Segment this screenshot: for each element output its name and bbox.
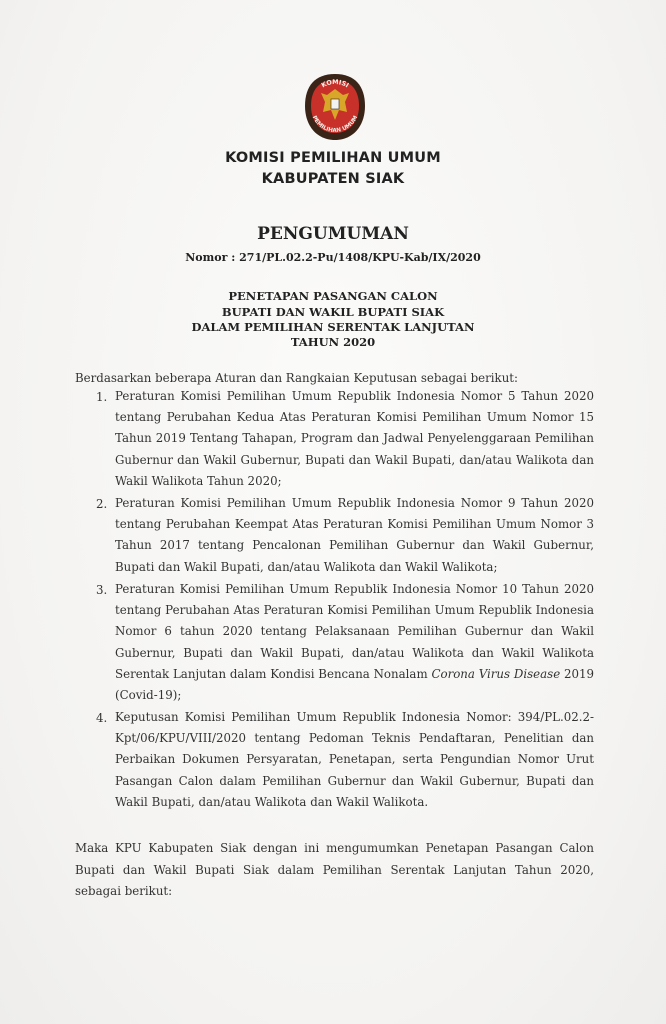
closing-text: Maka KPU Kabupaten Siak dengan ini mengumumkan Penetapan Pasangan Calon Bupati dan Wakil Bupati Siak dalam Pemilihan Serentak Lanjutan Tahun 2020, sebagai berikut: [75, 841, 594, 898]
heading-line: TAHUN 2020 [290, 335, 376, 349]
list-item-text [115, 579, 594, 706]
logo-ring-bottom-text: PEMILIHAN UMUM [310, 114, 360, 135]
list-item-text: Keputusan Komisi Pemilihan Umum Republik Indonesia Nomor: 394/PL.02.2-Kpt/06/KPU/VIII/2020 tentang Pedoman Teknis Pendaftaran, Penelitian dan Perbaikan Dokumen Persyaratan, Penetapan, serta Pengundian Nomor Urut Pasangan Calon dalam Pemilihan Gubernur dan Wakil Gubernur, Bupati dan Wakil Bupati, dan/atau Walikota dan Wakil Walikota. [115, 710, 594, 809]
list-item-text-italic: Corona Virus Disease [431, 666, 561, 681]
org-name: KOMISI PEMILIHAN UMUM [225, 150, 441, 166]
list-item-number: 1. [96, 390, 108, 404]
list-item-text: Peraturan Komisi Pemilihan Umum Republik Indonesia Nomor 9 Tahun 2020 tentang Perubahan Keempat Atas Peraturan Komisi Pemilihan Umum Nomor 3 Tahun 2017 tentang Pencalonan Pemilihan Gubernur dan Wakil Gubernur, Bupati dan Wakil Bupati, dan/atau Walikota dan Wakil Walikota; [115, 496, 594, 574]
org-region: KABUPATEN SIAK [261, 171, 405, 187]
list-item-number: 2. [96, 497, 108, 511]
announcement-number: Nomor : 271/PL.02.2-Pu/1408/KPU-Kab/IX/2020 [185, 251, 481, 264]
list-item-text-part: Peraturan Komisi Pemilihan Umum Republik Indonesia Nomor 10 Tahun 2020 tentang Perubahan Atas Peraturan Komisi Pemilihan Umum Republik Indonesia Nomor 6 tahun 2020 tentang Pelaksanaan Pemilihan Gubernur dan Wakil Gubernur, Bupati dan Wakil Bupati, dan/atau Walikota dan Wakil Walikota Serentak Lanjutan dalam Kondisi Bencana Nonalam [115, 582, 594, 681]
heading-line: DALAM PEMILIHAN SERENTAK LANJUTAN [191, 320, 475, 334]
list-item-number: 4. [96, 711, 108, 725]
logo-ring-top-text: KOMISI [319, 77, 351, 90]
list-item-number: 3. [96, 583, 108, 597]
heading-line: PENETAPAN PASANGAN CALON [228, 289, 438, 303]
heading-line: BUPATI DAN WAKIL BUPATI SIAK [221, 305, 445, 319]
announcement-title: PENGUMUMAN [257, 224, 409, 244]
list-item-text: Peraturan Komisi Pemilihan Umum Republik Indonesia Nomor 5 Tahun 2020 tentang Perubahan Kedua Atas Peraturan Komisi Pemilihan Umum Nomor 15 Tahun 2019 Tentang Tahapan, Program dan Jadwal Penyelenggaraan Pemilihan Gubernur dan Wakil Gubernur, Bupati dan Wakil Bupati, dan/atau Walikota dan Wakil Walikota Tahun 2020; [115, 389, 594, 488]
list-item-text-part: 2019 (Covid-19); [115, 666, 594, 703]
intro-text: Berdasarkan beberapa Aturan dan Rangkaian Keputusan sebagai berikut: [75, 371, 519, 385]
